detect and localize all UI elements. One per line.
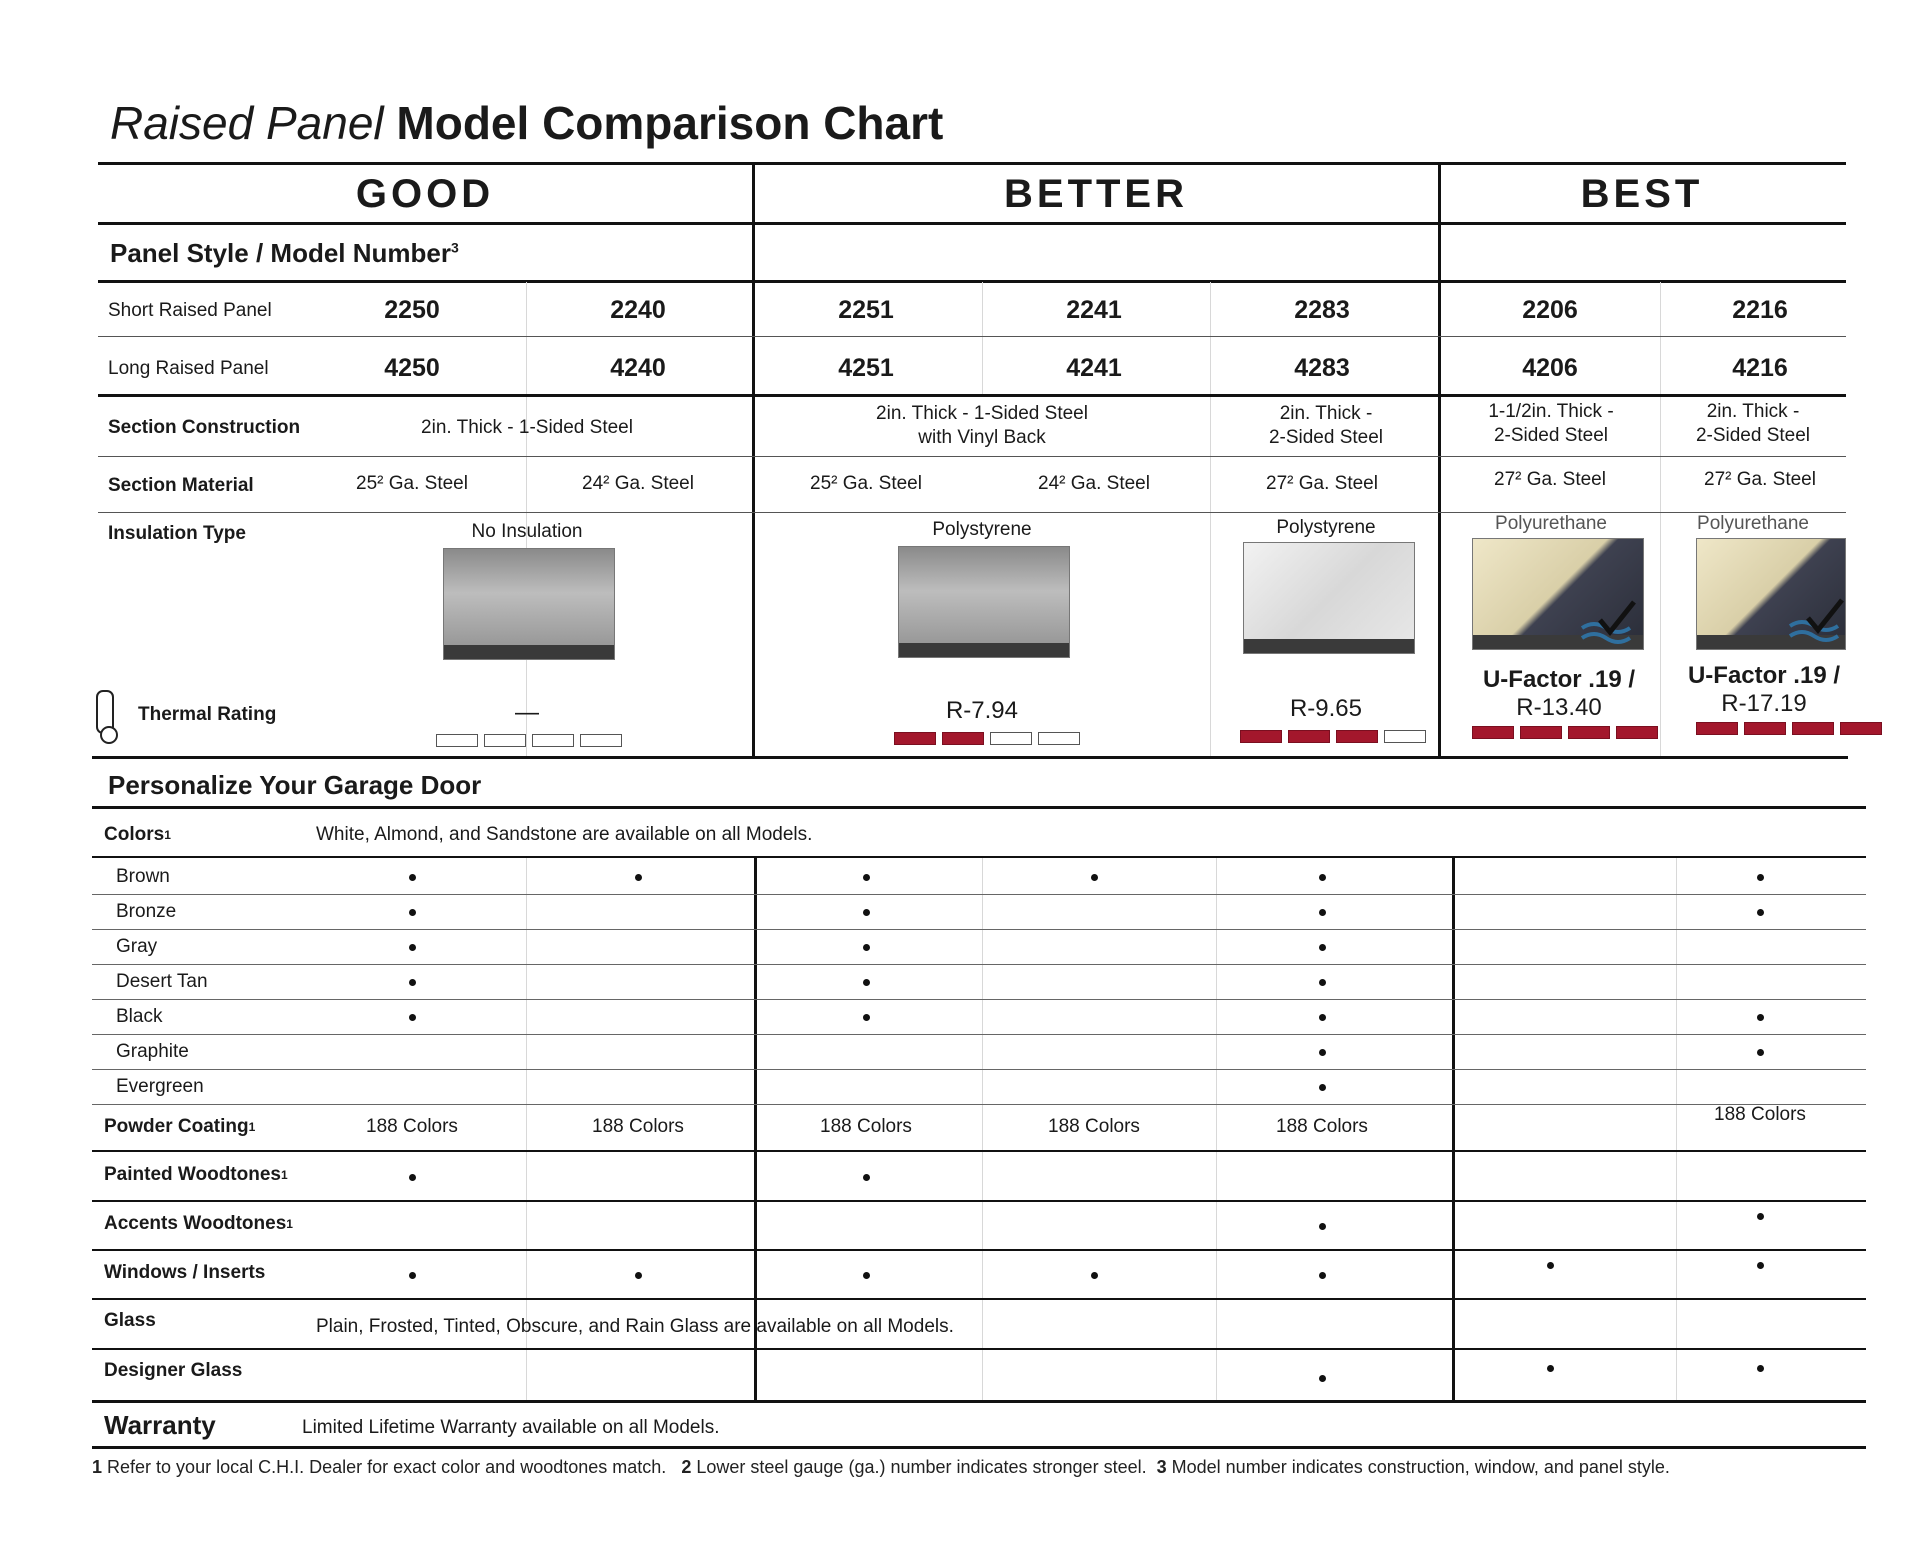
availability-dot [1319,909,1326,916]
warranty-note: Limited Lifetime Warranty available on all Models. [302,1417,720,1438]
thermal-bar-segment [990,732,1032,745]
construction-rule [98,456,1846,457]
availability-dot [1547,1262,1554,1269]
thermal-bar-segment [1240,730,1282,743]
availability-dot [409,944,416,951]
thermal-bar-segment [1288,730,1330,743]
row-label-painted [104,1158,288,1192]
glass-note: Plain, Frosted, Tinted, Obscure, and Rain Glass are available on all Models. [316,1316,954,1337]
availability-dot [1319,1223,1326,1230]
availability-dot [863,1014,870,1021]
availability-dot [863,1272,870,1279]
thermal-2216-rvalue: R-17.19 [1721,690,1807,717]
color-option-label: Gray [116,936,158,957]
row-label-powder [104,1110,255,1144]
title-bold: Model Comparison Chart [396,97,944,149]
thermal-2206 [1444,664,1674,724]
tier-header-row [98,164,1844,224]
color-option-label: Black [116,1006,163,1027]
model-long-4206: 4206 [1522,354,1578,382]
construction-2283 [1212,398,1440,454]
model-long-4250: 4250 [384,354,440,382]
availability-dot [863,944,870,951]
construction-2206-b: 2-Sided Steel [1493,425,1609,446]
availability-dot [1757,1213,1764,1220]
swatch-no-insulation [443,548,615,660]
section-personalize: Personalize Your Garage Door [108,770,482,800]
thermal-bar-segment [1792,722,1834,735]
row-label-powder-sup: 1 [248,1120,256,1134]
availability-dot [409,1272,416,1279]
availability-dot [1319,1272,1326,1279]
construction-good: 2in. Thick - 1-Sided Steel [421,417,633,438]
tier-separator [1438,164,1441,758]
thermal-bar-segment [894,732,936,745]
swatch-polystyrene-better [898,546,1070,658]
powder-coating-cell: 188 Colors [820,1116,912,1137]
thermal-bar-segment [532,734,574,747]
color-row-rule [92,1104,1866,1105]
thermal-2206-ufactor: U-Factor .19 / [1482,666,1636,693]
availability-dot [1319,1014,1326,1021]
thermal-bar-segment [1038,732,1080,745]
model-short-2283: 2283 [1294,296,1350,324]
windows-rule [92,1298,1866,1300]
row-label-accents-sup: 1 [286,1217,293,1231]
row-label-colors-text: Colors [104,824,165,845]
thermal-bar [436,734,622,747]
tier-better: BETTER [1004,171,1188,216]
row-label-long: Long Raised Panel [108,358,269,379]
thermal-2283: R-9.65 [1289,695,1363,722]
powder-coating-cell: 188 Colors [1048,1116,1140,1137]
footnote-1-number: 1 [92,1457,103,1477]
availability-dot [1547,1365,1554,1372]
thermal-better: R-7.94 [945,697,1019,724]
material-cell-7: 27² Ga. Steel [1704,469,1816,490]
thermal-bar [894,732,1080,745]
color-option-label: Brown [116,866,170,887]
row-label-glass: Glass [104,1310,156,1331]
color-option-label: Bronze [116,901,177,922]
color-option-label: Desert Tan [116,971,208,992]
availability-dot [409,874,416,881]
model-long-4241: 4241 [1066,354,1122,382]
colors-rule [92,856,1866,858]
thermal-bar-segment [580,734,622,747]
row-label-windows: Windows / Inserts [104,1262,266,1283]
model-long-4251: 4251 [838,354,894,382]
availability-dot [635,874,642,881]
availability-dot [1319,1084,1326,1091]
thermal-bar-segment [1568,726,1610,739]
availability-dot [1319,1375,1326,1382]
availability-dot [1757,1262,1764,1269]
availability-dot [863,1174,870,1181]
footnotes [92,1457,1670,1478]
availability-dot [1757,1014,1764,1021]
construction-better [752,398,1212,454]
thermal-rule [92,756,1848,759]
thermal-good: — [515,699,539,726]
row-label-warranty: Warranty [104,1409,216,1440]
color-row-rule [92,1034,1866,1035]
construction-2283-a: 2in. Thick - [1279,403,1373,424]
model-short-2240: 2240 [610,296,666,324]
model-short-2216: 2216 [1732,296,1788,324]
row-label-powder-text: Powder Coating [104,1116,249,1137]
color-row-rule [92,1069,1866,1070]
colors-note: White, Almond, and Sandstone are available on all Models. [316,824,813,845]
powder-coating-cell: 188 Colors [592,1116,684,1137]
availability-dot [863,909,870,916]
material-cell-2: 24² Ga. Steel [582,473,694,494]
model-short-2241: 2241 [1066,296,1122,324]
availability-dot [1319,1049,1326,1056]
availability-dot [1319,979,1326,986]
row-label-accents-text: Accents Woodtones [104,1213,287,1234]
model-long-4283: 4283 [1294,354,1350,382]
thermal-bar-segment [1472,726,1514,739]
color-option-label: Graphite [116,1041,189,1062]
footnote-1-text: Refer to your local C.H.I. Dealer for exact color and woodtones match. [107,1457,667,1477]
tier-good: GOOD [355,171,495,216]
footnote-3-text: Model number indicates construction, window, and panel style. [1171,1457,1670,1477]
availability-dot [863,979,870,986]
powder-rule [92,1150,1866,1152]
construction-2216-a: 2in. Thick - [1706,401,1800,422]
color-option-label: Evergreen [116,1076,204,1097]
thermal-2206-rvalue: R-13.40 [1516,694,1602,721]
title-italic: Raised Panel [110,97,384,149]
thermometer-icon [96,690,114,734]
energy-check-icon [1788,596,1844,654]
construction-2216 [1660,396,1846,452]
color-row-rule [92,894,1866,895]
model-long-4216: 4216 [1732,354,1788,382]
insulation-better: Polystyrene [932,519,1032,540]
thermal-bar-segment [1520,726,1562,739]
personalize-rule [92,806,1866,809]
row-label-colors [104,820,171,850]
row-label-painted-sup: 1 [280,1168,288,1182]
accents-rule [92,1249,1866,1251]
availability-dot [1757,1049,1764,1056]
section-panel-style-sup: 3 [450,239,459,256]
powder-coating-cell: 188 Colors [1714,1104,1806,1125]
availability-dot [1319,874,1326,881]
tier-best: BEST [1580,171,1704,216]
construction-2216-b: 2-Sided Steel [1695,425,1811,446]
construction-better-a: 2in. Thick - 1-Sided Steel [876,403,1088,424]
color-row-rule [92,929,1866,930]
row-label-colors-sup: 1 [164,828,171,842]
availability-dot [635,1272,642,1279]
row-label-short: Short Raised Panel [108,300,272,321]
energy-check-icon [1580,598,1636,656]
material-cell-4: 24² Ga. Steel [1038,473,1150,494]
thermal-bar-segment [436,734,478,747]
model-short-2206: 2206 [1522,296,1578,324]
construction-better-b: with Vinyl Back [918,427,1046,448]
thermal-bar-segment [1616,726,1658,739]
row-label-material: Section Material [108,475,254,496]
availability-dot [1757,874,1764,881]
tier-separator [752,164,755,758]
page-title [110,96,943,150]
availability-dot [409,909,416,916]
model-long-4240: 4240 [610,354,666,382]
painted-rule [92,1200,1866,1202]
row-label-designer: Designer Glass [104,1360,243,1381]
thermal-bar-segment [1384,730,1426,743]
row-label-thermal: Thermal Rating [138,704,277,725]
color-row-rule [92,964,1866,965]
construction-2206-a: 1-1/2in. Thick - [1488,401,1614,422]
material-cell-3: 25² Ga. Steel [810,473,922,494]
swatch-polystyrene-2283 [1243,542,1415,654]
powder-coating-cell: 188 Colors [1276,1116,1368,1137]
model-short-2251: 2251 [838,296,894,324]
footnote-2-text: Lower steel gauge (ga.) number indicates stronger steel. [696,1457,1147,1477]
thermal-bar-segment [1840,722,1882,735]
powder-coating-cell: 188 Colors [366,1116,458,1137]
construction-2206 [1444,396,1658,452]
availability-dot [1319,944,1326,951]
thermal-bar [1696,722,1882,735]
insulation-2283: Polystyrene [1276,517,1376,538]
thermal-bar [1240,730,1426,743]
thermal-bar [1472,726,1658,739]
tier-rule [98,222,1846,225]
row-label-accents [104,1207,293,1241]
availability-dot [1757,909,1764,916]
construction-2283-b: 2-Sided Steel [1268,427,1384,448]
row-label-insulation: Insulation Type [108,523,246,544]
material-cell-5: 27² Ga. Steel [1266,473,1378,494]
insulation-2206: Polyurethane [1495,513,1607,534]
model-short-2250: 2250 [384,296,440,324]
insulation-good: No Insulation [471,521,583,542]
section-panel-style-label: Panel Style / Model Number [110,238,451,268]
thermal-2216 [1664,660,1864,720]
availability-dot [1091,874,1098,881]
availability-dot [409,1014,416,1021]
panel-style-rule [98,280,1846,283]
availability-dot [409,979,416,986]
material-cell-1: 25² Ga. Steel [356,473,468,494]
footnote-3-number: 3 [1156,1457,1167,1477]
thermal-bar-segment [1696,722,1738,735]
row-label-painted-text: Painted Woodtones [104,1164,281,1185]
thermal-2216-ufactor: U-Factor .19 / [1687,662,1841,689]
availability-dot [1757,1365,1764,1372]
footnote-2-number: 2 [681,1457,692,1477]
material-cell-6: 27² Ga. Steel [1494,469,1606,490]
glass-rule [92,1348,1866,1350]
tier-separator [1452,858,1455,1402]
short-rule [98,336,1846,337]
insulation-2216: Polyurethane [1697,513,1809,534]
thermal-bar-segment [1336,730,1378,743]
availability-dot [863,874,870,881]
thermal-bar-segment [1744,722,1786,735]
row-label-construction: Section Construction [108,417,301,438]
availability-dot [1091,1272,1098,1279]
thermal-bar-segment [942,732,984,745]
warranty-rule [92,1446,1866,1449]
designer-rule [92,1400,1866,1403]
availability-dot [409,1174,416,1181]
color-row-rule [92,999,1866,1000]
thermal-bar-segment [484,734,526,747]
section-panel-style [110,238,459,269]
